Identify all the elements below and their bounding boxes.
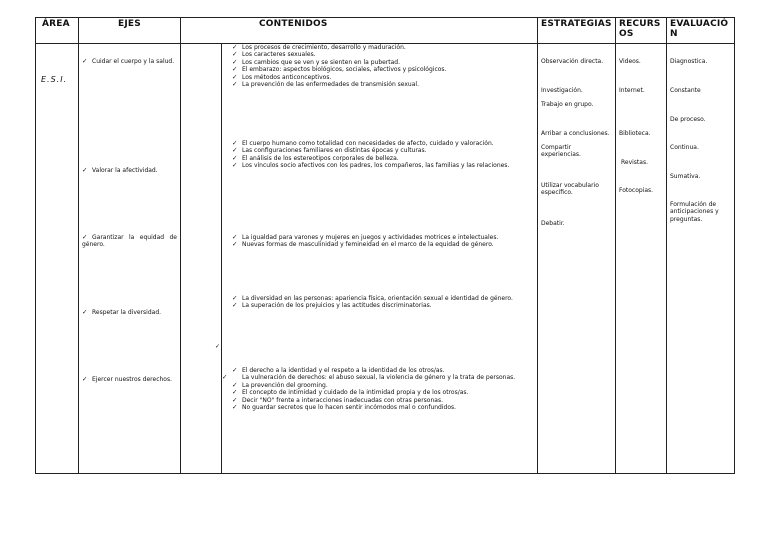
check-icon: ✓ (232, 43, 238, 51)
evaluacion-item: De proceso. (670, 116, 706, 123)
check-icon: ✓ (82, 308, 88, 316)
header-evaluacion (670, 19, 728, 39)
list-item: ✓ El embarazo: aspectos biológicos, sociales, afectivos y psicológicos. (232, 65, 447, 74)
list-item: ✓ Nuevas formas de masculinidad y femineidad en el marco de la equidad de género. (232, 240, 494, 249)
evaluacion-item: Diagnostica. (670, 58, 708, 65)
estrategia-item: Trabajo en grupo. (541, 101, 594, 108)
contenidos-group-5 (222, 366, 522, 412)
table-bottom-border (35, 473, 734, 474)
table-top-border (35, 17, 734, 18)
check-icon: ✓ (232, 233, 238, 241)
check-icon: ✓ (82, 233, 88, 241)
eje-label: Cuidar el cuerpo y la salud. (92, 58, 175, 65)
check-icon: ✓ (232, 366, 238, 374)
header-estrategias: ESTRATEGIAS (541, 19, 612, 29)
check-icon: ✓ (82, 57, 88, 65)
list-item: ✓ Decir "NO" frente a interacciones inadecuadas con otras personas. (232, 395, 443, 404)
check-icon: ✓ (232, 153, 238, 162)
header-recursos (619, 19, 661, 39)
estrategia-item: Compartir experiencias. (541, 144, 581, 159)
header-evaluacion-line2: N (670, 29, 678, 39)
evaluacion-item: Sumativa. (670, 173, 701, 180)
check-icon: ✓ (232, 294, 238, 302)
eje-item (82, 167, 158, 174)
col-border-5 (666, 17, 667, 474)
list-item: ✓ Los métodos anticonceptivos. (232, 72, 332, 81)
list-item: ✓ El derecho a la identidad y el respeto a la identidad de los otros/as. (232, 366, 445, 374)
recurso-item: Videos. (619, 58, 641, 65)
header-recursos-line1: RECURS (619, 19, 661, 29)
check-icon: ✓ (232, 72, 238, 81)
header-contenidos: CONTENIDOS (259, 19, 328, 29)
eje-label: Garantizar la equidad de género. (82, 234, 177, 249)
evaluacion-item: Constante (670, 87, 701, 94)
estrategia-item: Utilizar vocabulario específico. (541, 182, 599, 197)
list-item: ✓ La diversidad en las personas: apariencia física, orientación sexual e identidad de género. (232, 294, 513, 302)
col-border-0 (35, 17, 36, 474)
col-border-2b (221, 43, 222, 474)
list-item: ✓ La prevención de las enfermedades de transmisión sexual. (232, 80, 419, 89)
estrategia-item: Debatir. (541, 220, 565, 227)
check-icon: ✓ (232, 301, 238, 310)
check-icon: ✓ (232, 50, 238, 59)
check-icon: ✓ (222, 373, 228, 382)
col-border-6 (734, 17, 735, 474)
check-icon: ✓ (232, 403, 238, 412)
list-item: ✓ La superación de los prejuicios y las actitudes discriminatorias. (232, 301, 432, 310)
check-icon: ✓ (232, 139, 238, 147)
eje-item (82, 234, 177, 249)
list-item: ✓ El cuerpo humano como totalidad con necesidades de afecto, cuidado y valoración. (232, 139, 494, 147)
list-item: ✓ Los procesos de crecimiento, desarrollo y maduración. (232, 43, 406, 51)
eje-label: Respetar la diversidad. (92, 309, 162, 316)
list-item: ✓ Las configuraciones familiares en distintas épocas y culturas. (232, 146, 427, 155)
contenidos-group-3 (232, 234, 498, 249)
eje-label: Ejercer nuestros derechos. (92, 376, 172, 383)
header-evaluacion-line1: EVALUACIÓ (670, 19, 729, 29)
recurso-item: Revistas. (621, 159, 648, 166)
list-item: ✓ La prevención del grooming. (232, 380, 328, 389)
list-item: ✓ Los caracteres sexuales. (232, 50, 316, 59)
check-icon: ✓ (82, 375, 88, 383)
contenidos-group-1 (232, 44, 446, 88)
contenidos-group-2 (232, 140, 509, 170)
estrategia-item: Observación directa. (541, 58, 604, 65)
col-border-2 (180, 17, 181, 474)
header-area: ÁREA (42, 19, 70, 29)
col-border-3 (537, 17, 538, 474)
recurso-item: Fotocopias. (619, 187, 654, 194)
list-item: ✓ El concepto de intimidad y cuidado de la intimidad propia y de los otros/as. (232, 388, 469, 397)
check-icon: ✓ (232, 146, 238, 155)
list-item: ✓ La vulneración de derechos: el abuso sexual, la violencia de género y la trata de personas. (222, 373, 516, 382)
col-border-4 (615, 17, 616, 474)
recurso-item: Internet. (619, 87, 645, 94)
eje-item (82, 58, 174, 65)
check-icon: ✓ (82, 166, 88, 174)
estrategia-item: Arribar a conclusiones. (541, 130, 610, 137)
area-value: E.S.I. (41, 75, 68, 84)
header-recursos-line2: OS (619, 29, 634, 39)
check-icon: ✓ (232, 65, 238, 74)
list-item: ✓ Los vínculos socio afectivos con los padres, los compañeros, las familias y las relaciones. (232, 161, 510, 170)
list-item: ✓ La igualdad para varones y mujeres en juegos y actividades motrices e intelectuales. (232, 233, 499, 241)
evaluacion-item: Continua. (670, 144, 699, 151)
check-icon: ✓ (232, 380, 238, 389)
estrategia-item: Investigación. (541, 87, 583, 94)
list-item: ✓ El análisis de los estereotipos corporales de belleza. (232, 153, 399, 162)
recurso-item: Biblioteca. (619, 130, 651, 137)
check-icon: ✓ (232, 161, 238, 170)
contenidos-group-4 (232, 295, 513, 310)
list-item: ✓ No guardar secretos que lo hacen sentir incómodos mal o confundidos. (232, 403, 457, 412)
check-icon: ✓ (232, 395, 238, 404)
header-ejes: EJES (118, 19, 141, 29)
eje-item (82, 309, 161, 316)
check-icon: ✓ (232, 57, 238, 66)
eje-item (82, 376, 172, 383)
check-icon: ✓ (232, 240, 238, 249)
list-item: ✓ Los cambios que se ven y se sienten en la pubertad. (232, 57, 401, 66)
check-icon: ✓ (215, 343, 221, 350)
check-icon: ✓ (232, 388, 238, 397)
col-border-1 (78, 17, 79, 474)
evaluacion-item: Formulación de anticipaciones y preguntas. (670, 201, 719, 223)
check-icon: ✓ (232, 80, 238, 89)
eje-label: Valorar la afectividad. (92, 167, 158, 174)
